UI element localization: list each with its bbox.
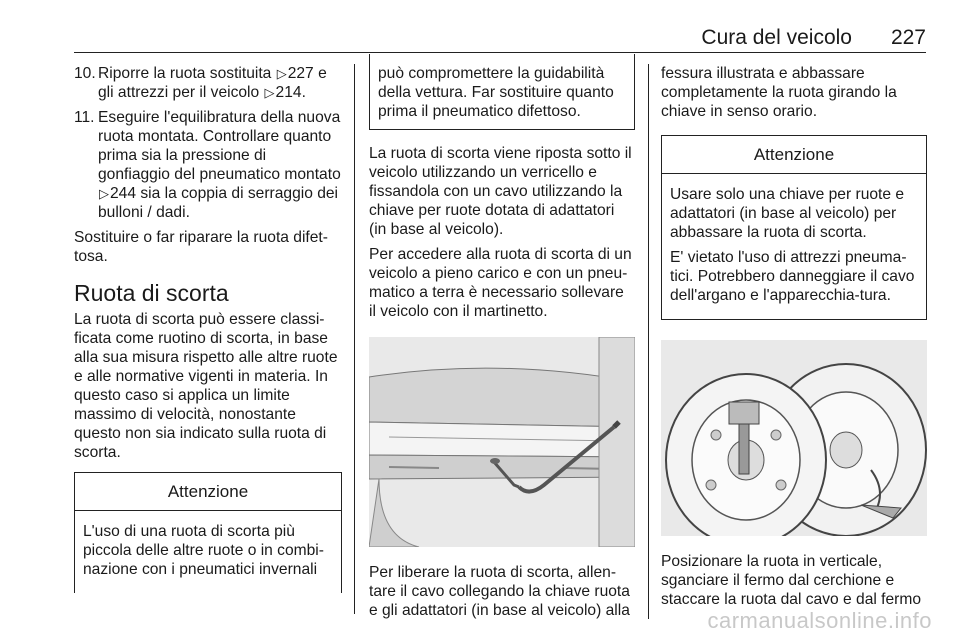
vehicle-rear-underside-illustration [369, 337, 635, 547]
section-title: Cura del veicolo [701, 26, 852, 49]
warning-box [74, 472, 342, 593]
warning-box [661, 135, 927, 320]
warning-body [75, 511, 341, 593]
list-item [74, 108, 342, 222]
paragraph: Per liberare la ruota di scorta, allen-tare il cavo collegando la chiave ruota e gli adattatori (in base al veicolo) alla [369, 564, 630, 619]
paragraph: La ruota di scorta viene riposta sotto il veicolo utilizzando un verricello e fissandola con un cavo utilizzando la chiave per ruote dotata di adattatori (in base al veicolo). [369, 145, 632, 238]
warning-text: Usare solo una chiave per ruote e adattatori (in base al veicolo) per abbassare la ruota di scorta. [670, 186, 905, 241]
step-number: 11. [74, 109, 95, 126]
xref-arrow-icon: ▷ [99, 186, 109, 201]
warning-body [662, 174, 926, 319]
section-heading: Ruota di scorta [74, 280, 229, 306]
warning-text: può compromettere la guidabilità della vettura. Far sostituire quanto prima il pneumatico difettoso. [378, 65, 614, 120]
paragraph: La ruota di scorta può essere classi-ficata come ruotino di scorta, in base alla sua misura rispetto alle altre ruote e alle normative vigenti in materia. In questo caso si applica un limite massimo di velocità, nonostante questo non sia indicato sulla ruota di scorta. [74, 311, 338, 461]
warning-text: E' vietato l'uso di attrezzi pneuma-tici. Potrebbero danneggiare il cavo dell'argano e l'apparecchia-tura. [670, 249, 915, 304]
paragraph: Posizionare la ruota in verticale, sganciare il fermo dal cerchione e staccare la ruota dal cavo e dal fermo [661, 553, 922, 608]
illustration-spare-wheel-release [661, 340, 927, 536]
list-item [74, 64, 342, 102]
step-number: 10. [74, 65, 96, 82]
xref-link[interactable]: 227 [287, 65, 314, 82]
step-text: Riporre la ruota sostituita [98, 65, 272, 82]
page-number: 227 [890, 26, 926, 49]
column-1 [74, 64, 342, 593]
steps-list [74, 64, 342, 222]
xref-link[interactable]: 244 [110, 185, 137, 202]
warning-box-continued [369, 54, 635, 130]
column-divider [354, 64, 355, 614]
warning-title: Attenzione [75, 473, 341, 511]
illustration-spare-wheel-access [369, 337, 635, 547]
xref-link[interactable]: 214. [275, 84, 306, 101]
step-text: e gli attrezzi per il veicolo [98, 65, 327, 101]
paragraph: Sostituire o far riparare la ruota difet-tosa. [74, 229, 328, 265]
page-header [74, 22, 926, 53]
warning-title: Attenzione [662, 136, 926, 174]
column-divider [648, 64, 649, 619]
column-3 [661, 64, 927, 615]
step-text: Eseguire l'equilibratura della nuova ruota montata. Controllare quanto prima sia la pressione di gonfiaggio del pneumatico montato [98, 109, 341, 183]
watermark: carmanualsonline.info [707, 608, 932, 633]
paragraph: fessura illustrata e abbassare completamente la ruota girando la chiave in senso orario. [661, 65, 897, 120]
step-text: sia la coppia di serraggio dei bulloni / dadi. [98, 185, 339, 221]
paragraph: Per accedere alla ruota di scorta di un veicolo a pieno carico e con un pneu-matico a terra è necessario sollevare il veicolo con il martinetto. [369, 246, 632, 320]
xref-arrow-icon: ▷ [276, 66, 287, 81]
spare-wheel-illustration [661, 340, 927, 536]
warning-text: L'uso di una ruota di scorta più piccola delle altre ruote o in combi-nazione con i pneumatici invernali [83, 523, 324, 578]
column-2 [369, 64, 635, 626]
xref-arrow-icon: ▷ [264, 85, 275, 100]
